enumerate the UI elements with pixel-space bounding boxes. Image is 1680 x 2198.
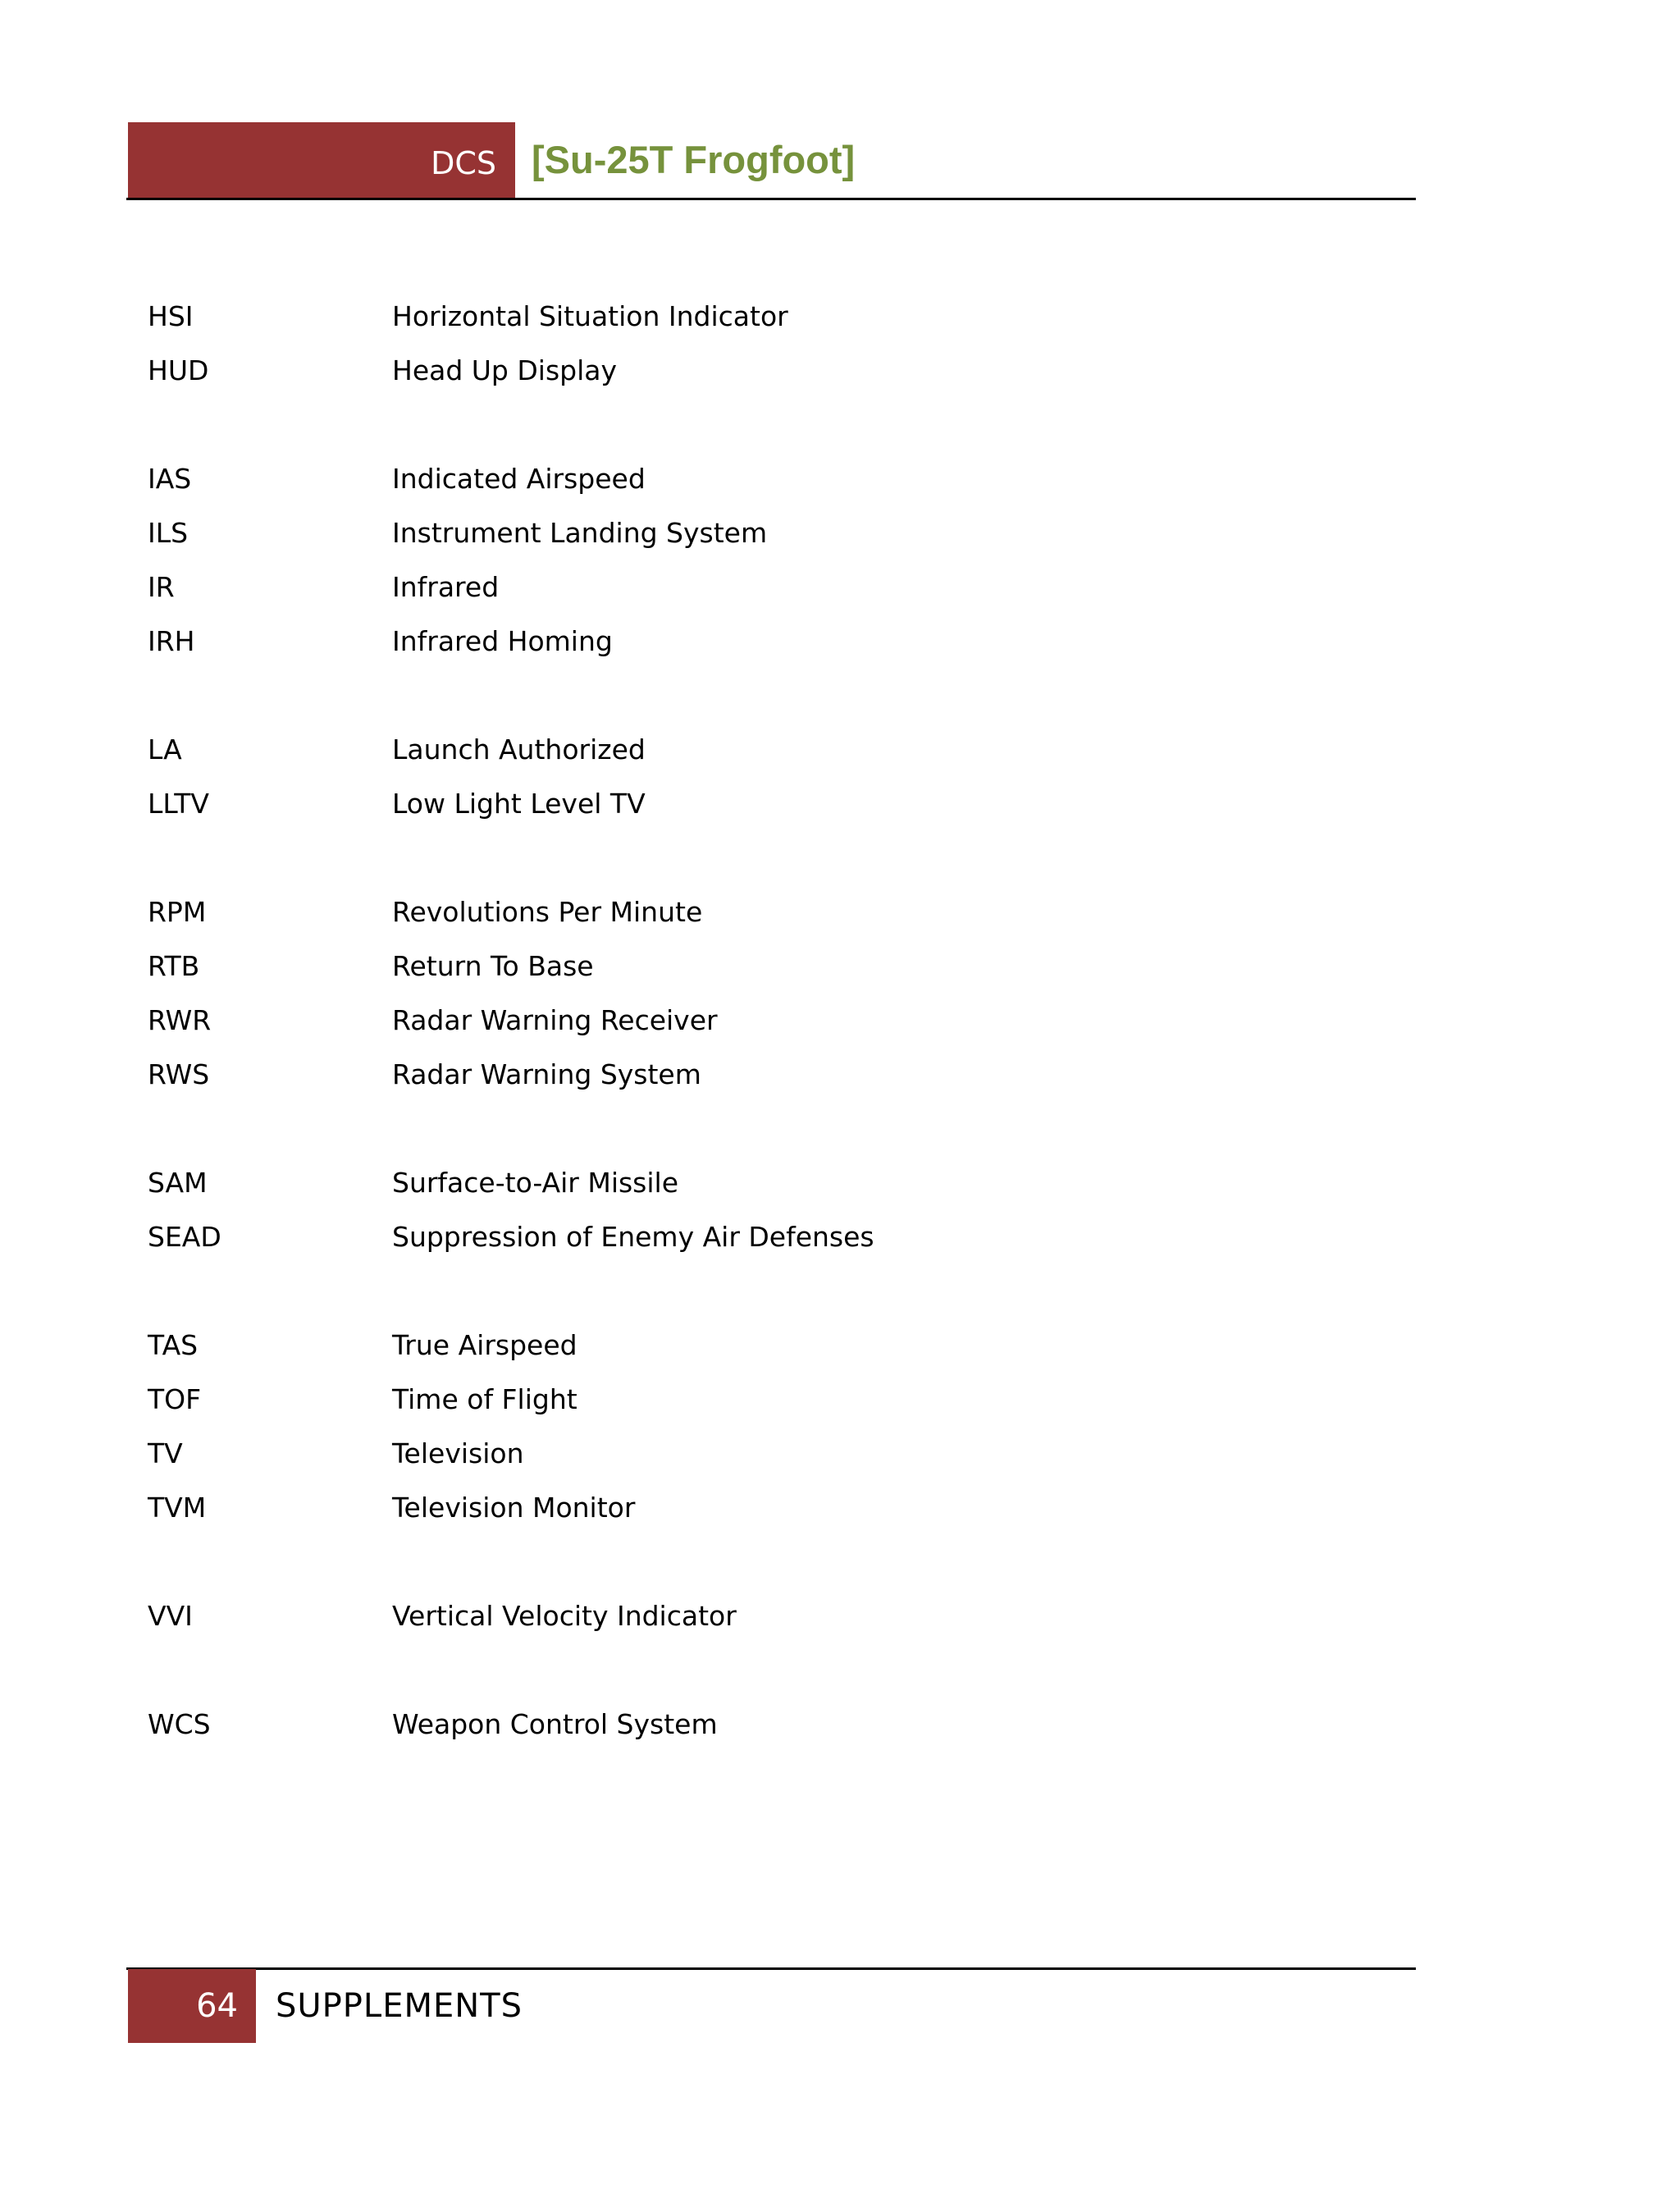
glossary-term: SEAD <box>148 1221 221 1253</box>
glossary-definition: True Airspeed <box>392 1329 578 1361</box>
document-title: [Su-25T Frogfoot] <box>532 138 856 181</box>
glossary-definition: Revolutions Per Minute <box>392 896 703 928</box>
glossary-term: SAM <box>148 1167 208 1199</box>
glossary-term: TVM <box>148 1492 207 1524</box>
glossary-definition: Return To Base <box>392 950 594 982</box>
section-name: SUPPLEMENTS <box>276 1987 523 2025</box>
glossary-definition: Television Monitor <box>392 1492 636 1524</box>
glossary-definition: Radar Warning System <box>392 1058 701 1090</box>
glossary-definition: Launch Authorized <box>392 733 646 765</box>
page-number: 64 <box>128 1969 256 2043</box>
glossary-term: WCS <box>148 1708 211 1740</box>
glossary-definition: Suppression of Enemy Air Defenses <box>392 1221 874 1253</box>
glossary-term: ILS <box>148 517 189 549</box>
header-brand: DCS <box>431 145 496 181</box>
glossary-term: RPM <box>148 896 207 928</box>
glossary-definition: Instrument Landing System <box>392 517 768 549</box>
glossary-term: HSI <box>148 300 194 332</box>
glossary-term: RTB <box>148 950 200 982</box>
glossary-term: HUD <box>148 354 209 386</box>
glossary-definition: Vertical Velocity Indicator <box>392 1600 737 1632</box>
glossary-definition: Infrared Homing <box>392 625 613 657</box>
glossary-term: TAS <box>148 1329 199 1361</box>
glossary-definition: Low Light Level TV <box>392 788 646 820</box>
glossary-definition: Indicated Airspeed <box>392 463 646 495</box>
glossary-term: LLTV <box>148 788 209 820</box>
glossary-term: VVI <box>148 1600 193 1632</box>
glossary-definition: Horizontal Situation Indicator <box>392 300 788 332</box>
glossary-definition: Surface-to-Air Missile <box>392 1167 679 1199</box>
glossary-term: IRH <box>148 625 195 657</box>
glossary-term: RWS <box>148 1058 210 1090</box>
glossary-term: TOF <box>148 1383 202 1415</box>
glossary-definition: Radar Warning Receiver <box>392 1004 718 1036</box>
glossary-term: IR <box>148 571 175 603</box>
glossary-term: LA <box>148 733 182 765</box>
glossary-definition: Time of Flight <box>392 1383 578 1415</box>
glossary-term: TV <box>148 1437 183 1469</box>
glossary-term: IAS <box>148 463 192 495</box>
glossary-definition: Infrared <box>392 571 500 603</box>
glossary-term: RWR <box>148 1004 212 1036</box>
glossary-definition: Television <box>392 1437 524 1469</box>
glossary-definition: Weapon Control System <box>392 1708 718 1740</box>
glossary-definition: Head Up Display <box>392 354 618 386</box>
